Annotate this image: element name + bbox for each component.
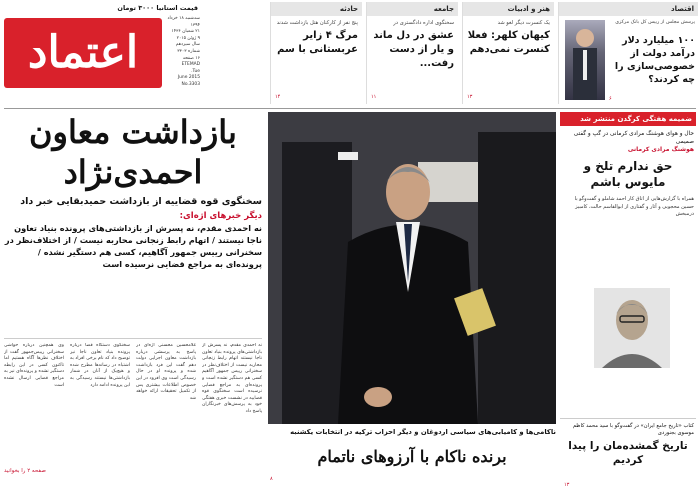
section-label: اقتصاد (559, 2, 698, 16)
intro-text: حال و هوای هوشنگ مرادی کرمانی در گپ و گفتی صمیمی (573, 131, 694, 145)
page-number: ۱۳ (467, 94, 473, 100)
teaser-kicker: پرسش مجلس از رییس کل بانک مرکزی (615, 20, 695, 25)
issue-line: No.3303 (181, 81, 200, 87)
photo-caption: ناکامی‌ها و کامیابی‌های سیاسی اردوغان و دیگر احزاب ترکیه در انتخابات یکشنبه (290, 428, 556, 436)
supplement-headline: حق ندارم تلخ و مایوس باشم (583, 159, 673, 189)
teaser-economy[interactable] (558, 2, 698, 104)
body-column: سخنگوی دستگاه قضا درباره پرونده بنیاد تعاون ناجا نیز توضیح داد که نام برخی افراد به اشتباه در رسانه‌ها مطرح شده و هیچ‌یک از آنان در شمار بازداشتی‌ها نیستند رسیدگی به این پرونده ادامه دارد (70, 343, 130, 388)
body-column: غلامحسین محسنی اژه‌ای در پاسخ به پرسشی درباره بازداشت معاون اجرایی دولت دهم گفت این فرد بازداشت شده و پرونده او در حال رسیدگی است وی افزود در این خصوص اطلاعات بیشتری پس از تکمیل تحقیقات ارائه خواهد شد (136, 343, 196, 401)
issue-line: سه‌شنبه ۱۸ خرداد ۱۳۹۴ (167, 16, 200, 28)
issue-info (164, 16, 200, 89)
economy-photo (565, 20, 605, 100)
main-photo (268, 112, 556, 424)
bullet: نه احمدی مقدم، نه پسرش از بازداشتی‌های پرونده بنیاد تعاون ناجا نیستند (14, 223, 262, 245)
masthead (4, 4, 200, 100)
teaser-kicker: سخنگوی اداره دادگستری در (393, 20, 454, 26)
name-highlight: هوشنگ مرادی کرمانی (627, 146, 694, 153)
teaser-headline: کیهان کلهر: فعلا کنسرت نمی‌دهم (467, 30, 550, 55)
issue-line: ۲۱ شعبان ۱۴۳۶ (171, 29, 200, 35)
teaser-society[interactable] (366, 2, 458, 104)
other-news-label: دیگر خبرهای اژه‌ای: (179, 211, 262, 221)
issue-line: شماره ۳۳۰۳ (177, 48, 200, 54)
supplement-intro (560, 126, 696, 146)
weekly-supplement[interactable] (560, 112, 696, 412)
section-label: حادثه (271, 2, 362, 16)
continued-link[interactable]: صفحه ۲ را بخوانید (4, 468, 46, 474)
page-number: ۶ (609, 96, 612, 102)
teaser-kicker: پنج نفر از کارکنان هتل بازداشت شدند (276, 20, 358, 26)
main-subhead: سخنگوی قوه قضاییه از بازداشت حمیدبقایی خبر داد (20, 196, 262, 207)
logo (4, 18, 162, 88)
issue-line: سال سیزدهم (175, 42, 200, 48)
section-label: جامعه (367, 2, 458, 16)
teaser-kicker: یک کنسرت دیگر لغو شد (497, 20, 550, 26)
teaser-accident[interactable] (270, 2, 362, 104)
bullet-sep: / (209, 235, 215, 245)
page-number: ۱۱ (371, 94, 377, 100)
teaser-headline: مرگ ۴ زایر عربستانی با سم (277, 30, 358, 55)
page-number: ۱۴ (275, 94, 281, 100)
supplement-body: همراه با گزارش‌هایی از اتاق کار احمد شاملو و گفت‌وگو با حسین محجوبی و آثار و گفتاری از ابوالقاسم حالت، کامبیز درمبخش (574, 196, 694, 217)
page-number: ۱۳ (564, 482, 570, 488)
person-figure (565, 20, 605, 100)
supplement-banner: ضمیمه هفتگی کرگدن منتشر شد (560, 112, 696, 126)
top-divider (4, 108, 696, 109)
price-line: قیمت استانبا ۳۰۰۰ تومان (117, 4, 198, 12)
issue-line: Tue. (191, 68, 200, 74)
voting-booth-illustration (268, 112, 556, 424)
main-headline: بازداشت معاون احمدی‌نژاد (29, 113, 237, 191)
bullet-sep: / (37, 247, 41, 257)
book-story[interactable] (560, 418, 696, 490)
book-kicker: کتاب «تاریخ جامع ایران» در گفت‌وگو با سید محمد کاظم موسوی بجنوردی (572, 423, 694, 436)
portrait-figure (594, 288, 670, 368)
teaser-headline: ۱۰۰ میلیارد دلار درآمد دولت از خصوصی‌سازی را چه کردند؟ (614, 35, 695, 85)
teaser-headline: عشق در دل ماند و یار از دست رفت... (373, 30, 454, 69)
body-columns (4, 338, 262, 466)
photo-headline[interactable]: برنده ناکام با آرزوهای ناتمام (317, 447, 507, 466)
issue-line: ETEMAD (181, 62, 200, 68)
author-photo (594, 288, 670, 368)
logo-text: اعتماد (27, 27, 139, 78)
main-bullets (4, 222, 262, 270)
bullet: اتهام رابط زنجانی محاربه نیست (79, 235, 210, 245)
body-column: نه احمدی مقدم، نه پسرش از بازداشتی‌های پرونده بنیاد تعاون ناجا نیستند اتهام رابط زنجانی محاربه نیست از اختلاف‌نظر در سخنرانی رییس جمهور آگاهیم کسی هم دستگیر نشده است و پرونده‌ای به مراجع قضایی نرسیده است سخنگوی قوه قضاییه در نشست خبری هفتگی خود به پرسش‌های خبرنگاران پاسخ داد (202, 343, 262, 414)
body-column: وی همچنین درباره حواشی سخنرانی رییس‌جمهور گفت از اختلاف نظرها آگاه هستیم اما تاکنون کسی در این رابطه دستگیر نشده و پرونده‌ای نیز به مراجع قضایی ارسال نشده است (4, 343, 64, 388)
bullet: پرونده‌ای به مراجع قضایی نرسیده است (102, 259, 262, 269)
page-number: ۸ (270, 476, 273, 482)
bullet: از اختلاف‌نظر در سخنرانی رییس جمهور آگاهیم، کسی هم دستگیر نشده (4, 235, 262, 257)
book-headline: تاریخ گمشده‌مان را پیدا کردیم (568, 440, 688, 466)
issue-line: ۹ ژوئن ۲۰۱۵ (176, 35, 200, 41)
issue-line: June 2015 (177, 75, 200, 81)
section-label: هنر و ادبیات (463, 2, 554, 16)
issue-line: ۱۶ صفحه (182, 55, 200, 61)
bullet-sep: / (70, 235, 77, 245)
main-story[interactable] (4, 112, 262, 490)
teaser-arts[interactable] (462, 2, 554, 104)
